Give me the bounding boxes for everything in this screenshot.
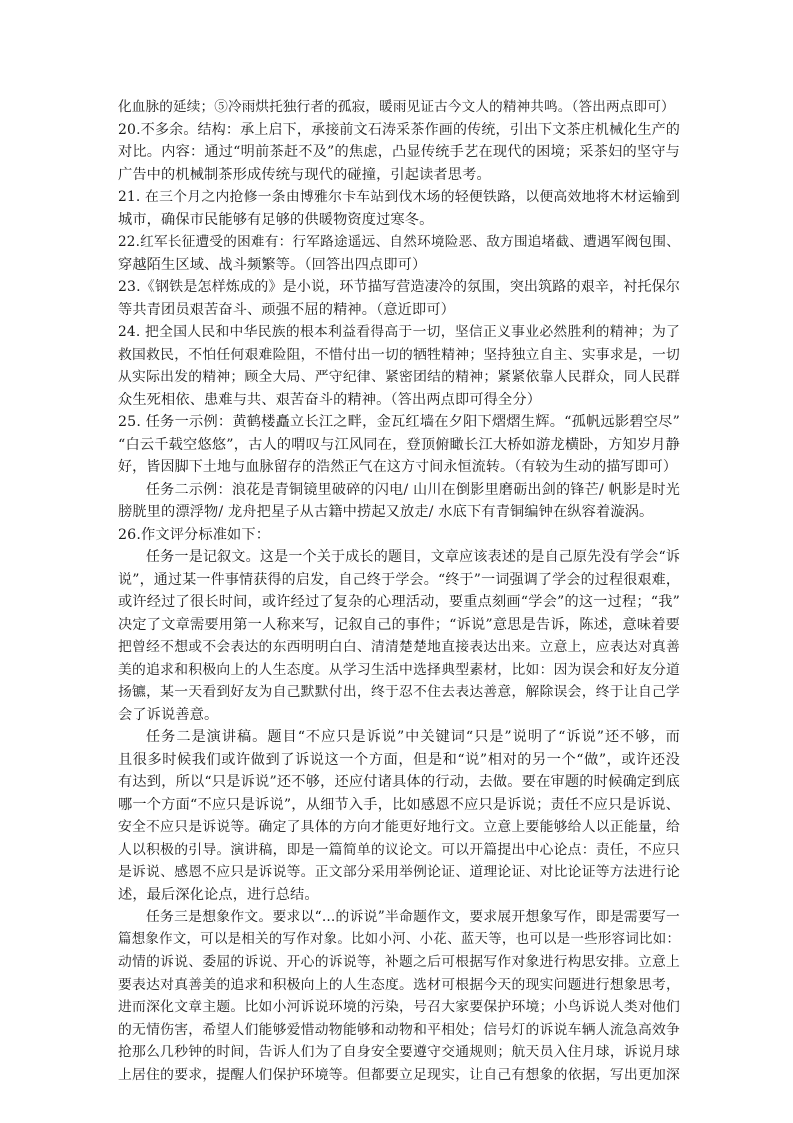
text-line: 任务一是记叙文。这是一个关于成长的题目，文章应该表述的是自己原先没有学会“诉 xyxy=(146,549,680,565)
text-line: 述，最后深化论点，进行总结。 xyxy=(118,886,319,903)
text-line: 26.作文评分标准如下： xyxy=(118,526,271,543)
text-line: 任务三是想象作文。要求以“...的诉说”半命题作文，要求展开想象写作，即是需要写一 xyxy=(146,909,680,925)
text-line: 22.红军长征遭受的困难有：行军路途遥远、自然环境险恶、敌方围追堵截、遭遇军阀包围、 xyxy=(118,234,680,250)
text-line: “白云千载空悠悠”，古人的喟叹与江风同在，登顶俯瞰长江大桥如游龙横卧，方知岁月静 xyxy=(118,436,680,453)
text-line: 抢那么几秒钟的时间，告诉人们为了自身安全要遵守交通规则；航天员入住月球，诉说月球 xyxy=(118,1044,680,1060)
text-line: 21. 在三个月之内抢修一条由博雅尔卡车站到伐木场的轻便铁路，以便高效地将木材运输到 xyxy=(118,189,680,205)
text-line: 且很多时候我们或许做到了诉说这一个方面，但是和“说”相对的另一个“做”，或许还没 xyxy=(118,751,680,768)
text-line: 穿越陌生区域、战斗频繁等。（回答出四点即可） xyxy=(118,256,427,273)
text-line: 会了诉说善意。 xyxy=(118,706,219,723)
text-line: 任务二示例：浪花是青铜镜里破碎的闪电/ 山川在倒影里磨砺出剑的锋芒/ 帆影是时光 xyxy=(146,481,680,498)
answer-document xyxy=(118,96,680,1086)
text-line: 广告中的机械制茶形成传统与现代的碰撞，引起读者思考。 xyxy=(118,166,491,183)
text-line: 动情的诉说、委屈的诉说、开心的诉说等，补题之后可根据写作对象进行构思安排。立意上 xyxy=(118,954,680,970)
text-line: 进而深化文章主题。比如小河诉说环境的污染，号召大家要保护环境；小鸟诉说人类对他们 xyxy=(118,999,680,1015)
text-line: 24. 把全国人民和中华民族的根本利益看得高于一切，坚信正义事业必然胜利的精神；为了 xyxy=(118,324,680,340)
text-line: 膀胱里的漂浮物/ 龙舟把星子从古籍中捞起又放走/ 水底下有青铜编钟在纵容着漩涡。 xyxy=(118,504,654,520)
text-line: 等共青团员艰苦奋斗、顽强不屈的精神。（意近即可） xyxy=(118,301,456,318)
text-line: 有达到，所以“只是诉说”还不够，还应付诸具体的行动，去做。要在审题的时候确定到底 xyxy=(118,774,680,790)
text-line: 23.《钢铁是怎样炼成的》是小说，环节描写营造凄冷的氛围，突出筑路的艰辛，衬托保尔 xyxy=(118,279,680,295)
text-line: 对比。内容：通过“明前茶赶不及”的焦虑，凸显传统手艺在现代的困境；采茶妇的坚守与 xyxy=(118,144,680,160)
text-line: 救国救民，不怕任何艰难险阻，不惜付出一切的牺牲精神；坚持独立自主、实事求是，一切 xyxy=(118,346,680,363)
text-line: 好，皆因脚下土地与血脉留存的浩然正气在这方寸间永恒流转。（有较为生动的描写即可） xyxy=(118,459,677,475)
text-line: 任务二是演讲稿。题目“不应只是诉说”中关键词“只是”说明了“诉说”还不够，而 xyxy=(146,729,680,745)
text-line: 的无情伤害，希望人们能够爱惜动物能够和动物和平相处；信号灯的诉说车辆人流急高效争 xyxy=(118,1021,680,1038)
text-line: 上居住的要求，提醒人们保护环境等。但都要立足现实，让自己有想象的依据，写出更加深 xyxy=(118,1066,680,1083)
text-line: 篇想象作文，可以是相关的写作对象。比如小河、小花、蓝天等，也可以是一些形容词比如： xyxy=(118,931,680,947)
text-line: 安全不应只是诉说等。确定了具体的方向才能更好地行文。立意上要能够给人以正能量，给 xyxy=(118,819,680,835)
text-line: 要表达对真善美的追求和积极向上的人生态度。选材可根据今天的现实问题进行想象思考， xyxy=(118,976,680,993)
text-line: 或许经过了很长时间，或许经过了复杂的心理活动，要重点刻画“学会”的这一过程；“我” xyxy=(118,594,680,610)
text-line: 扬镳，某一天看到好友为自己默默付出，终于忍不住去表达善意，解除误会，终于让自己学 xyxy=(118,684,680,700)
text-line: 哪一个方面“不应只是诉说”，从细节入手，比如感恩不应只是诉说；责任不应只是诉说、 xyxy=(118,796,680,813)
text-line: 美的追求和积极向上的人生态度。从学习生活中选择典型素材，比如：因为误会和好友分道 xyxy=(118,661,680,678)
text-line: 把曾经不想或不会表达的东西明明白白、清清楚楚地直接表达出来。立意上，应表达对真善 xyxy=(118,639,680,655)
text-line: 决定了文章需要用第一人称来写，记叙自己的事件；“诉说”意思是告诉，陈述，意味着要 xyxy=(118,616,680,633)
text-line: 20.不多余。结构：承上启下，承接前文石涛采茶作画的传统，引出下文茶庄机械化生产的 xyxy=(118,121,680,138)
text-line: 众生死相依、患难与共、艰苦奋斗的精神。（答出两点即可得全分） xyxy=(118,391,542,408)
text-line: 城市，确保市民能够有足够的供暖物资度过寒冬。 xyxy=(118,211,434,228)
text-line: 25. 任务一示例：黄鹤楼矗立长江之畔，金瓦红墙在夕阳下熠熠生辉。“孤帆远影碧空尽” xyxy=(118,414,680,430)
text-line: 是诉说、感恩不应只是诉说等。正文部分采用举例论证、道理论证、对比论证等方法进行论 xyxy=(118,864,680,880)
text-line: 化血脉的延续；⑤冷雨烘托独行者的孤寂，暖雨见证古今文人的精神共鸣。（答出两点即可） xyxy=(118,99,675,115)
text-line: 人以积极的引导。演讲稿，即是一篇简单的议论文。可以开篇提出中心论点：责任，不应只 xyxy=(118,841,680,858)
text-line: 说”，通过某一件事情获得的启发，自己终于学会。“终于”一词强调了学会的过程很艰难， xyxy=(118,571,680,588)
text-line: 从实际出发的精神；顾全大局、严守纪律、紧密团结的精神；紧紧依靠人民群众，同人民群 xyxy=(118,369,680,385)
